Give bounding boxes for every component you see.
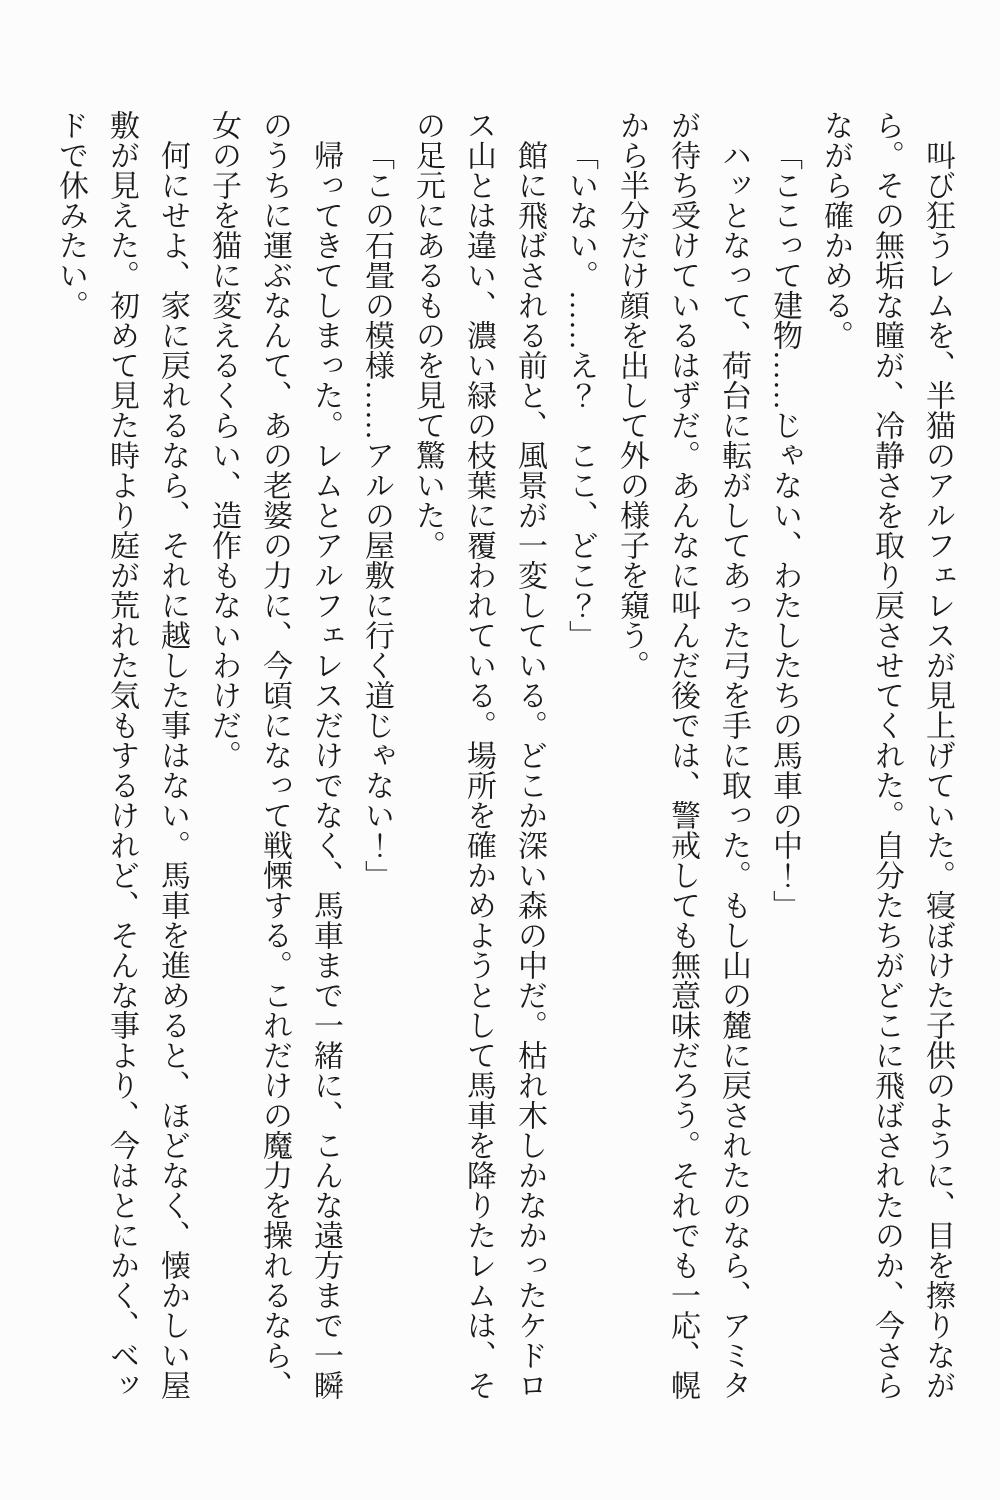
paragraph: 「この石畳の模様……アルの屋敷に行く道じゃない！」 [360,140,393,890]
paragraph: 帰ってきてしまった。レムとアルフェレスだけでなく、馬車まで一緒に、こんな遠方まで一瞬のうちに運ぶなんて、あの老婆の力に、今頃になって戦慄する。これだけの魔力を操れるなら、女の子を猫に変えるくらい、造作もないわけだ。 [207,110,342,1400]
paragraph: 叫び狂うレムを、半猫のアルフェレスが見上げていた。寝ぼけた子供のように、目を擦りながら。その無垢な瞳が、冷静さを取り戻させてくれた。自分たちがどこに飛ばされたのか、今さらながら確かめる。 [819,110,954,1400]
paragraph: ハッとなって、荷台に転がしてあった弓を手に取った。もし山の麓に戻されたのなら、アミタが待ち受けているはずだ。あんなに叫んだ後では、警戒しても無意味だろう。それでも一応、幌から半分だけ顔を出して外の様子を窺う。 [615,110,750,1400]
paragraph: 「いない。……え？ ここ、どこ？」 [564,140,597,650]
paragraph: 館に飛ばされる前と、風景が一変している。どこか深い森の中だ。枯れ木しかなかったケドロス山とは違い、濃い緑の枝葉に覆われている。場所を確かめようとして馬車を降りたレムは、その足元にあるものを見て驚いた。 [411,110,546,1400]
paragraph: 「ここって建物……じゃない、わたしたちの馬車の中！」 [768,140,801,920]
paragraph: 何にせよ、家に戻れるなら、それに越した事はない。馬車を進めると、ほどなく、懐かしい屋敷が見えた。初めて見た時より庭が荒れた気もするけれど、そんな事より、今はとにかく、ベッドで休みたい。 [54,110,189,1400]
body-text [40,110,963,1400]
